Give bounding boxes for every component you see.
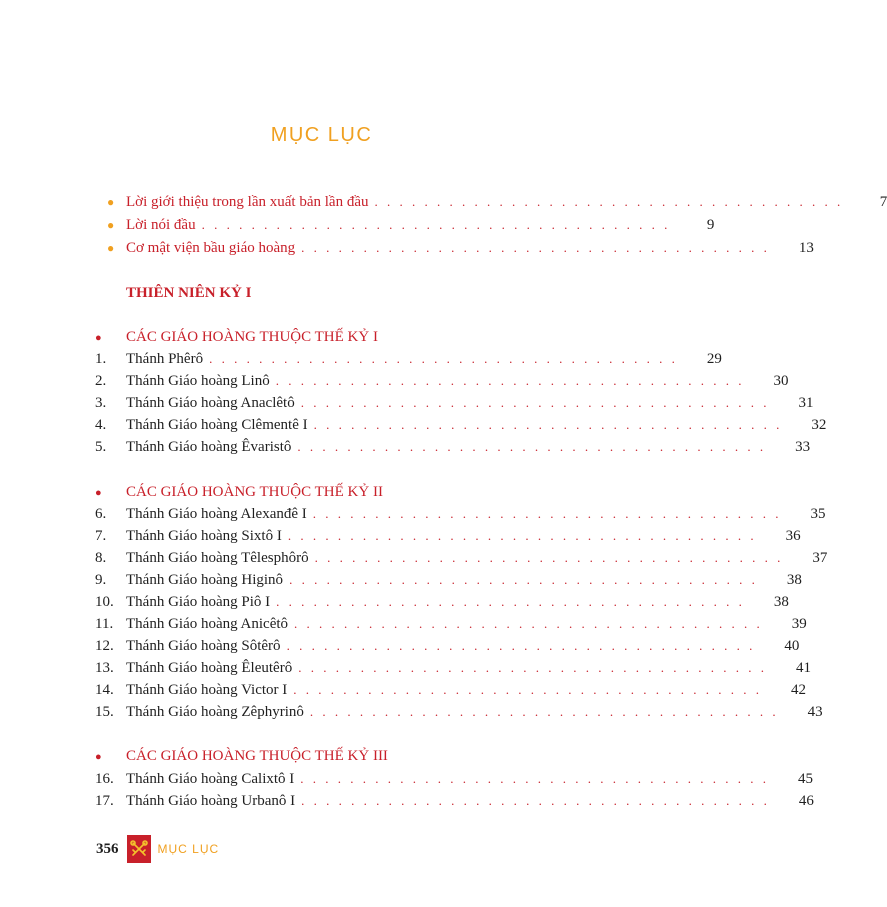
leader-dots: . . . . . . . . . . . . . . . . . . . . . . . . . . . . . . . . . . . . . .: [294, 616, 763, 631]
leader-dots: . . . . . . . . . . . . . . . . . . . . . . . . . . . . . . . . . . . . . .: [293, 682, 763, 697]
toc-label: Thánh Phêrô: [126, 351, 204, 367]
toc-entry[interactable]: [95, 657, 811, 679]
page-title: MỤC LỤC: [270, 124, 373, 146]
toc-number: 14.: [95, 682, 114, 698]
toc-label: Thánh Giáo hoàng Alexanđê I: [126, 506, 307, 522]
toc-entry[interactable]: [95, 768, 814, 790]
bullet-icon: ●: [107, 195, 115, 209]
toc-page: 33: [795, 439, 811, 455]
bullet-icon: ●: [107, 241, 115, 255]
toc-entry[interactable]: [95, 679, 807, 701]
leader-dots: . . . . . . . . . . . . . . . . . . . . . . . . . . . . . . . . . . . . . .: [289, 572, 758, 587]
toc-entry[interactable]: [95, 392, 814, 414]
toc-number: 3.: [95, 395, 107, 411]
leader-dots: . . . . . . . . . . . . . . . . . . . . . . . . . . . . . . . . . . . . . .: [312, 506, 782, 521]
toc-page: 40: [784, 638, 800, 654]
toc-label: Thánh Giáo hoàng Anicêtô: [126, 616, 289, 632]
toc-label: Thánh Giáo hoàng Têlesphôrô: [126, 550, 309, 566]
toc-number: 15.: [95, 704, 114, 720]
toc-page: 37: [812, 550, 828, 566]
toc-label: Thánh Giáo hoàng Calixtô I: [126, 771, 295, 787]
toc-label: Thánh Giáo hoàng Zêphyrinô: [126, 704, 304, 720]
toc-label: Thánh Giáo hoàng Linô: [126, 373, 270, 389]
toc-entry[interactable]: [95, 370, 789, 392]
toc-label: Cơ mật viện bầu giáo hoàng: [126, 240, 296, 256]
leader-dots: . . . . . . . . . . . . . . . . . . . . . . . . . . . . . . . . . . . . . .: [314, 550, 784, 565]
papal-keys-icon: [127, 835, 151, 863]
toc-label: Thánh Giáo hoàng Piô I: [126, 594, 271, 610]
toc-label: Thánh Giáo hoàng Sôtêrô: [126, 638, 281, 654]
toc-page: 41: [795, 660, 811, 676]
toc-page: 35: [810, 506, 826, 522]
toc-page: 45: [798, 771, 814, 787]
section-title: CÁC GIÁO HOÀNG THUỘC THẾ KỶ II: [126, 484, 383, 500]
toc-entry[interactable]: [95, 547, 828, 569]
toc-page: 46: [798, 793, 814, 809]
toc-page: 42: [791, 682, 807, 698]
leader-dots: . . . . . . . . . . . . . . . . . . . . . . . . . . . . . . . . . . . . . .: [300, 771, 770, 786]
toc-page: 43: [807, 704, 823, 720]
toc-entry[interactable]: [95, 348, 722, 370]
toc-number: 2.: [95, 373, 107, 389]
toc-entry[interactable]: [95, 635, 800, 657]
toc-page: 31: [798, 395, 814, 411]
toc-page: 9: [706, 217, 715, 233]
toc-number: 11.: [95, 616, 114, 632]
toc-entry[interactable]: [95, 591, 789, 613]
toc-entry[interactable]: [95, 436, 811, 458]
leader-dots: . . . . . . . . . . . . . . . . . . . . . . . . . . . . . . . . . . . . . .: [287, 528, 757, 543]
leader-dots: . . . . . . . . . . . . . . . . . . . . . . . . . . . . . . . . . . . . . .: [297, 439, 767, 454]
section-title: CÁC GIÁO HOÀNG THUỘC THẾ KỶ III: [126, 748, 388, 764]
toc-intro-item[interactable]: [95, 214, 715, 236]
toc-number: 5.: [95, 439, 107, 455]
leader-dots: . . . . . . . . . . . . . . . . . . . . . . . . . . . . . . . . . . . . . .: [286, 638, 756, 653]
millennium-heading: THIÊN NIÊN KỶ I: [126, 285, 252, 301]
toc-page: 7: [879, 194, 887, 210]
toc-label: Thánh Giáo hoàng Anaclêtô: [126, 395, 295, 411]
leader-dots: . . . . . . . . . . . . . . . . . . . . . . . . . . . . . . . . . . . . . .: [275, 373, 745, 388]
leader-dots: . . . . . . . . . . . . . . . . . . . . . . . . . . . . . . . . . . . . . .: [309, 704, 779, 719]
toc-page: 13: [798, 240, 814, 256]
leader-dots: . . . . . . . . . . . . . . . . . . . . . . . . . . . . . . . . . . . . . .: [374, 194, 844, 209]
toc-number: 9.: [95, 572, 107, 588]
toc-number: 8.: [95, 550, 107, 566]
toc-label: Thánh Giáo hoàng Êleutêrô: [126, 660, 293, 676]
leader-dots: . . . . . . . . . . . . . . . . . . . . . . . . . . . . . . . . . . . . . .: [276, 594, 745, 609]
section-title: CÁC GIÁO HOÀNG THUỘC THẾ KỶ I: [126, 329, 378, 345]
toc-page: 29: [706, 351, 722, 367]
toc-label: Thánh Giáo hoàng Higinô: [126, 572, 284, 588]
toc-label: Thánh Giáo hoàng Victor I: [126, 682, 288, 698]
toc-page: 36: [785, 528, 801, 544]
section-heading: [95, 745, 568, 767]
leader-dots: . . . . . . . . . . . . . . . . . . . . . . . . . . . . . . . . . . . . . .: [301, 793, 770, 808]
toc-page: 39: [791, 616, 807, 632]
toc-number: 12.: [95, 638, 114, 654]
leader-dots: . . . . . . . . . . . . . . . . . . . . . . . . . . . . . . . . . . . . . .: [300, 395, 770, 410]
toc-entry[interactable]: [95, 790, 814, 812]
toc-entry[interactable]: [95, 414, 827, 436]
page-footer: [96, 835, 219, 863]
section-heading: [95, 326, 568, 348]
leader-dots: . . . . . . . . . . . . . . . . . . . . . . . . . . . . . . . . . . . . . .: [313, 417, 783, 432]
running-title: MỤC LỤC: [157, 842, 220, 856]
toc-label: Thánh Giáo hoàng Clêmentê I: [126, 417, 308, 433]
toc-intro-item[interactable]: [95, 191, 887, 213]
toc-label: Lời nói đầu: [126, 217, 196, 233]
bullet-icon: ●: [95, 487, 102, 499]
leader-dots: . . . . . . . . . . . . . . . . . . . . . . . . . . . . . . . . . . . . . .: [209, 351, 678, 366]
toc-intro-item[interactable]: [95, 237, 814, 259]
toc-number: 17.: [95, 793, 114, 809]
bullet-icon: ●: [95, 751, 102, 763]
toc-label: Thánh Giáo hoàng Sixtô I: [126, 528, 282, 544]
leader-dots: . . . . . . . . . . . . . . . . . . . . . . . . . . . . . . . . . . . . . .: [298, 660, 767, 675]
toc-number: 13.: [95, 660, 114, 676]
toc-number: 1.: [95, 351, 107, 367]
toc-label: Thánh Giáo hoàng Urbanô I: [126, 793, 296, 809]
toc-number: 6.: [95, 506, 107, 522]
toc-label: Thánh Giáo hoàng Êvaristô: [126, 439, 292, 455]
toc-page: 38: [773, 594, 789, 610]
leader-dots: . . . . . . . . . . . . . . . . . . . . . . . . . . . . . . . . . . . . . .: [201, 217, 671, 232]
toc-label: Lời giới thiệu trong lần xuất bản lần đầu: [126, 194, 369, 210]
toc-number: 4.: [95, 417, 107, 433]
toc-entry[interactable]: [95, 613, 807, 635]
toc-entry[interactable]: [95, 503, 826, 525]
toc-page: 38: [786, 572, 802, 588]
toc-entry[interactable]: [95, 525, 801, 547]
page-number: 356: [96, 840, 119, 857]
toc-page: 30: [773, 373, 789, 389]
toc-page: 32: [811, 417, 827, 433]
toc-number: 7.: [95, 528, 107, 544]
section-heading: [95, 481, 568, 503]
toc-number: 10.: [95, 594, 114, 610]
toc-number: 16.: [95, 771, 114, 787]
bullet-icon: ●: [95, 332, 102, 344]
toc-entry[interactable]: [95, 569, 802, 591]
toc-entry[interactable]: [95, 701, 823, 723]
leader-dots: . . . . . . . . . . . . . . . . . . . . . . . . . . . . . . . . . . . . . .: [301, 240, 770, 255]
bullet-icon: ●: [107, 218, 115, 232]
